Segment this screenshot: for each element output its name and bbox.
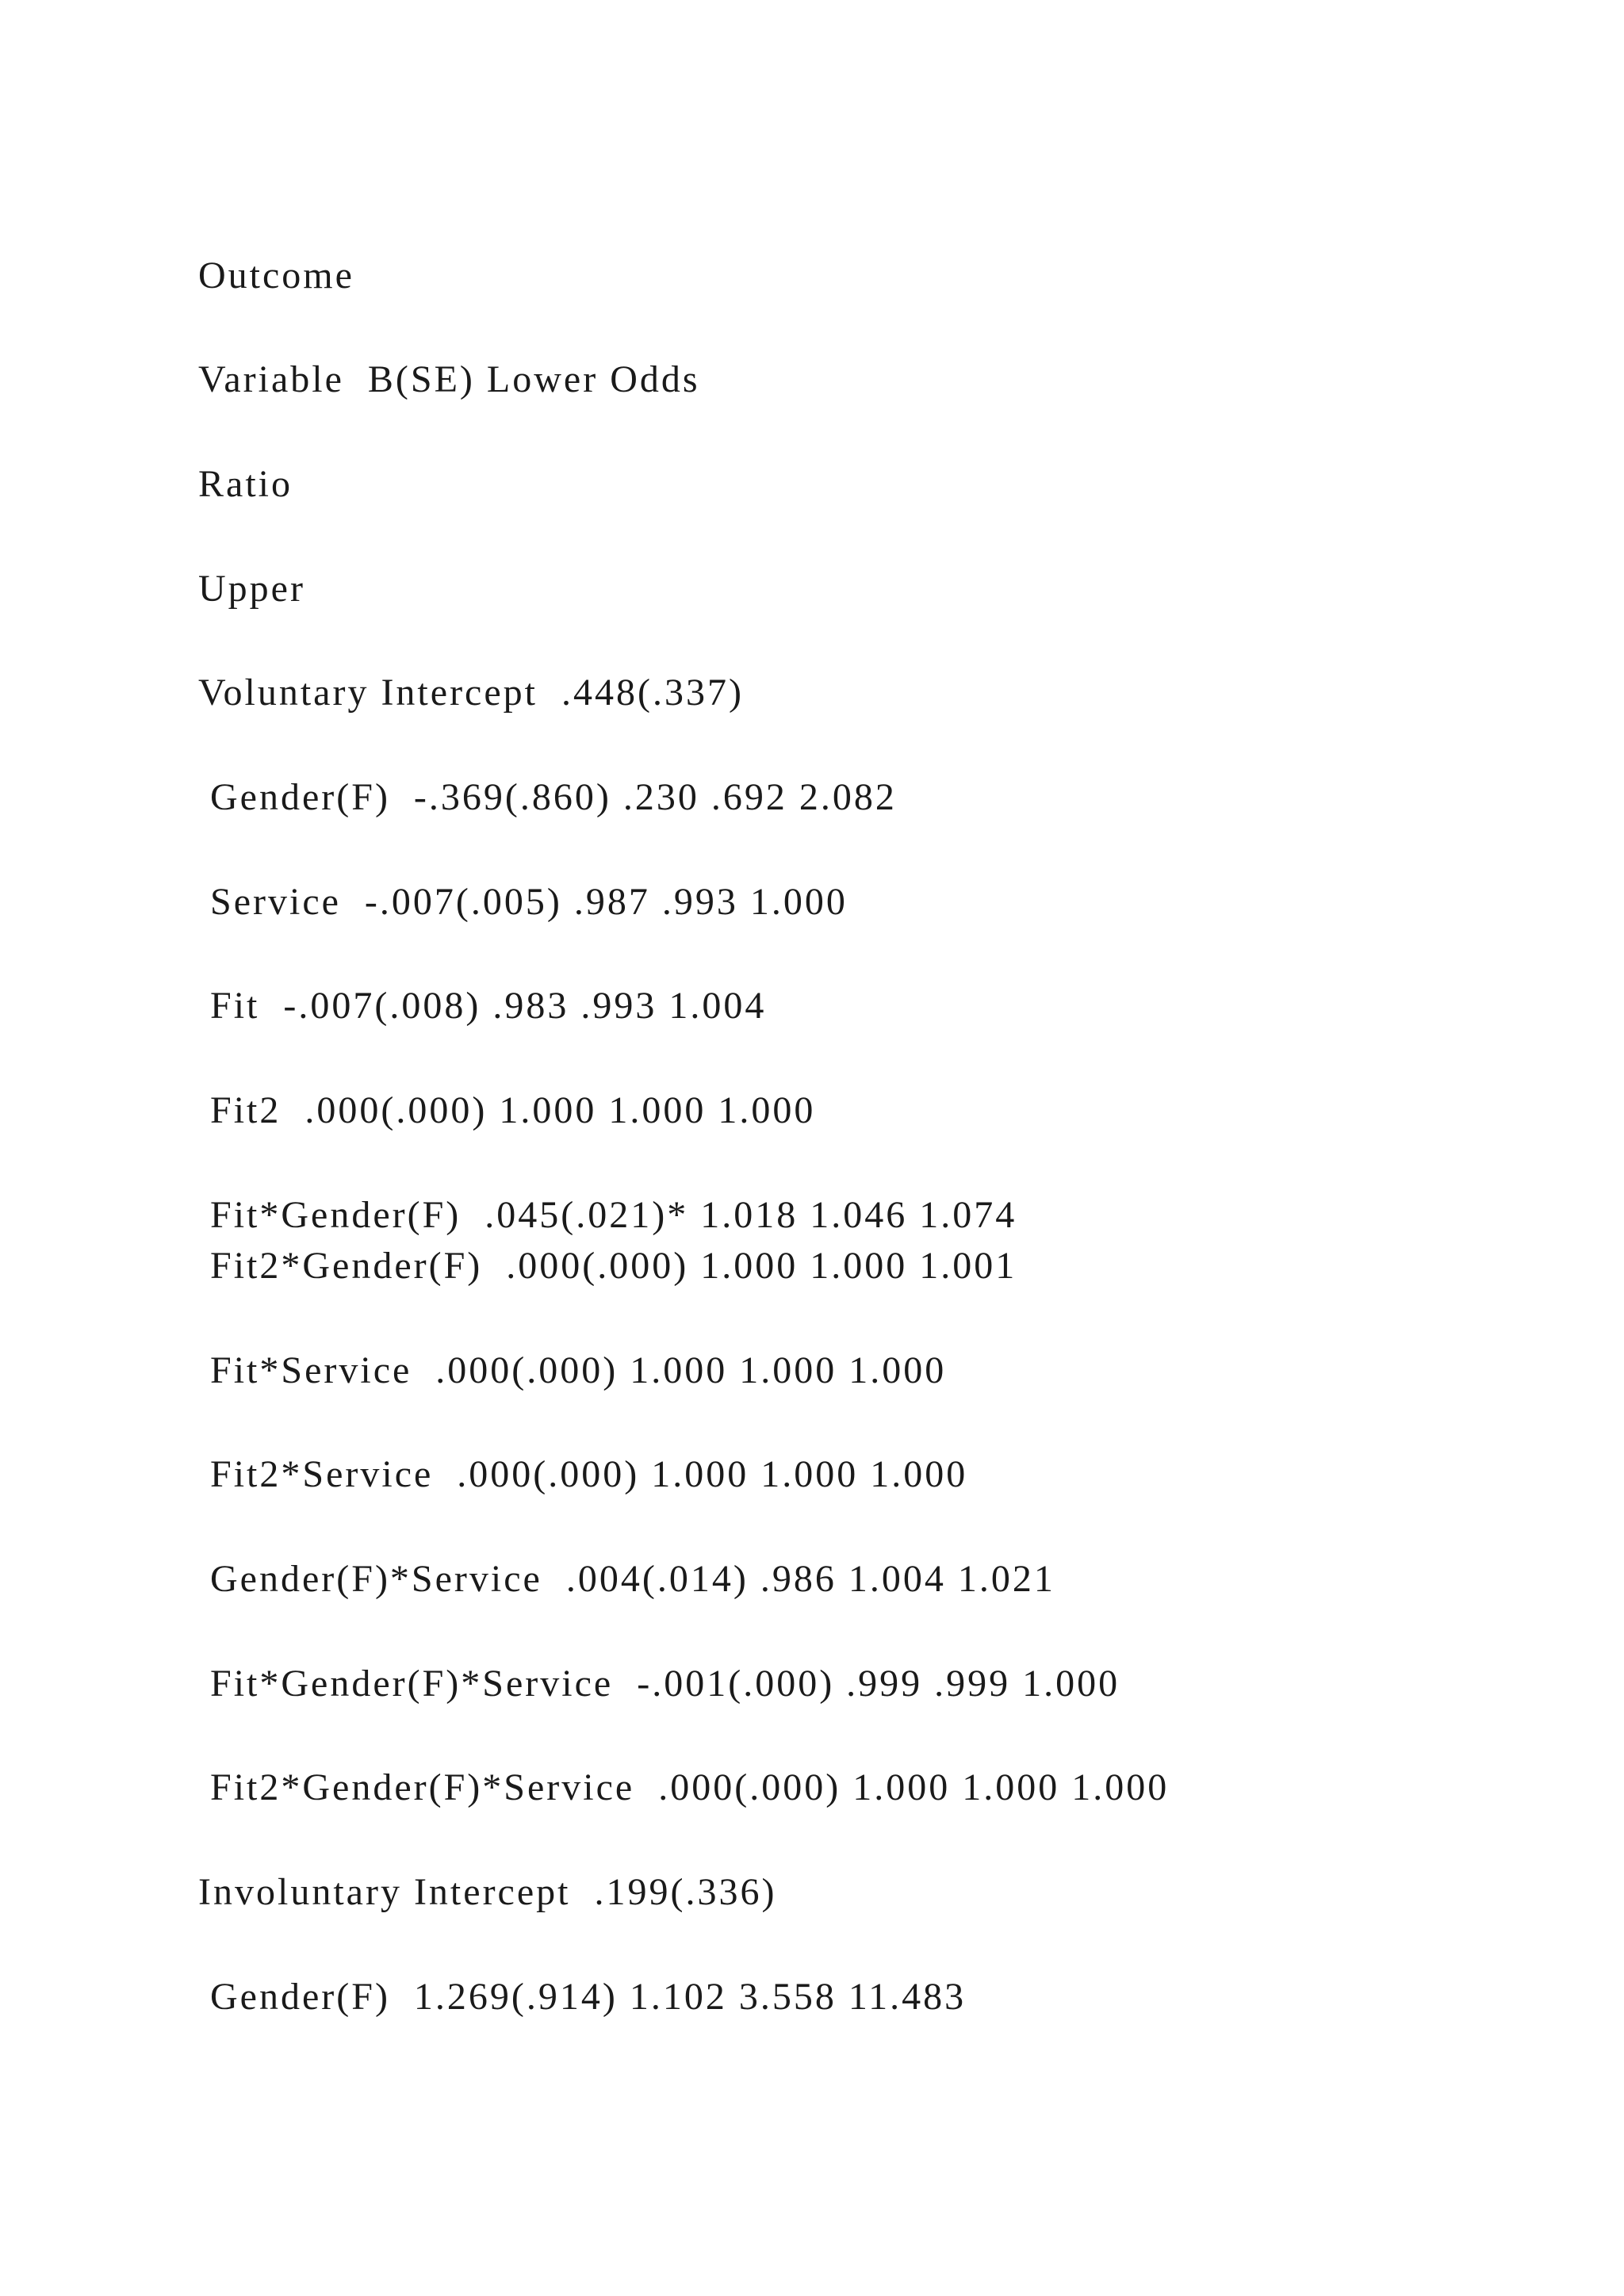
text-line-voluntary-fit2-service: Fit2*Service .000(.000) 1.000 1.000 1.000 bbox=[198, 1453, 968, 1495]
text-line-voluntary-intercept: Voluntary Intercept .448(.337) bbox=[198, 672, 744, 714]
text-line-voluntary-fit2-gender: Fit2*Gender(F) .000(.000) 1.000 1.000 1.001 bbox=[198, 1245, 1017, 1287]
text-line-voluntary-service: Service -.007(.005) .987 .993 1.000 bbox=[198, 881, 848, 923]
text-line-voluntary-gender-service: Gender(F)*Service .004(.014) .986 1.004 1.021 bbox=[198, 1558, 1055, 1600]
text-line-outcome: Outcome bbox=[198, 254, 354, 297]
text-line-involuntary-intercept: Involuntary Intercept .199(.336) bbox=[198, 1871, 777, 1913]
text-line-involuntary-gender: Gender(F) 1.269(.914) 1.102 3.558 11.483 bbox=[198, 1976, 967, 2018]
text-line-voluntary-fit-service: Fit*Service .000(.000) 1.000 1.000 1.000 bbox=[198, 1349, 947, 1391]
text-line-voluntary-fit-gender: Fit*Gender(F) .045(.021)* 1.018 1.046 1.074 bbox=[198, 1194, 1017, 1236]
text-line-upper: Upper bbox=[198, 568, 305, 610]
text-line-voluntary-fit2-gender-service: Fit2*Gender(F)*Service .000(.000) 1.000 1.000 1.000 bbox=[198, 1766, 1170, 1808]
text-line-voluntary-fit: Fit -.007(.008) .983 .993 1.004 bbox=[198, 985, 767, 1027]
text-line-voluntary-fit-gender-service: Fit*Gender(F)*Service -.001(.000) .999 .999 1.000 bbox=[198, 1663, 1120, 1705]
text-line-voluntary-gender: Gender(F) -.369(.860) .230 .692 2.082 bbox=[198, 776, 897, 818]
text-line-voluntary-fit2: Fit2 .000(.000) 1.000 1.000 1.000 bbox=[198, 1089, 816, 1131]
text-line-ratio: Ratio bbox=[198, 463, 293, 505]
text-line-variable-header: Variable B(SE) Lower Odds bbox=[198, 358, 700, 400]
